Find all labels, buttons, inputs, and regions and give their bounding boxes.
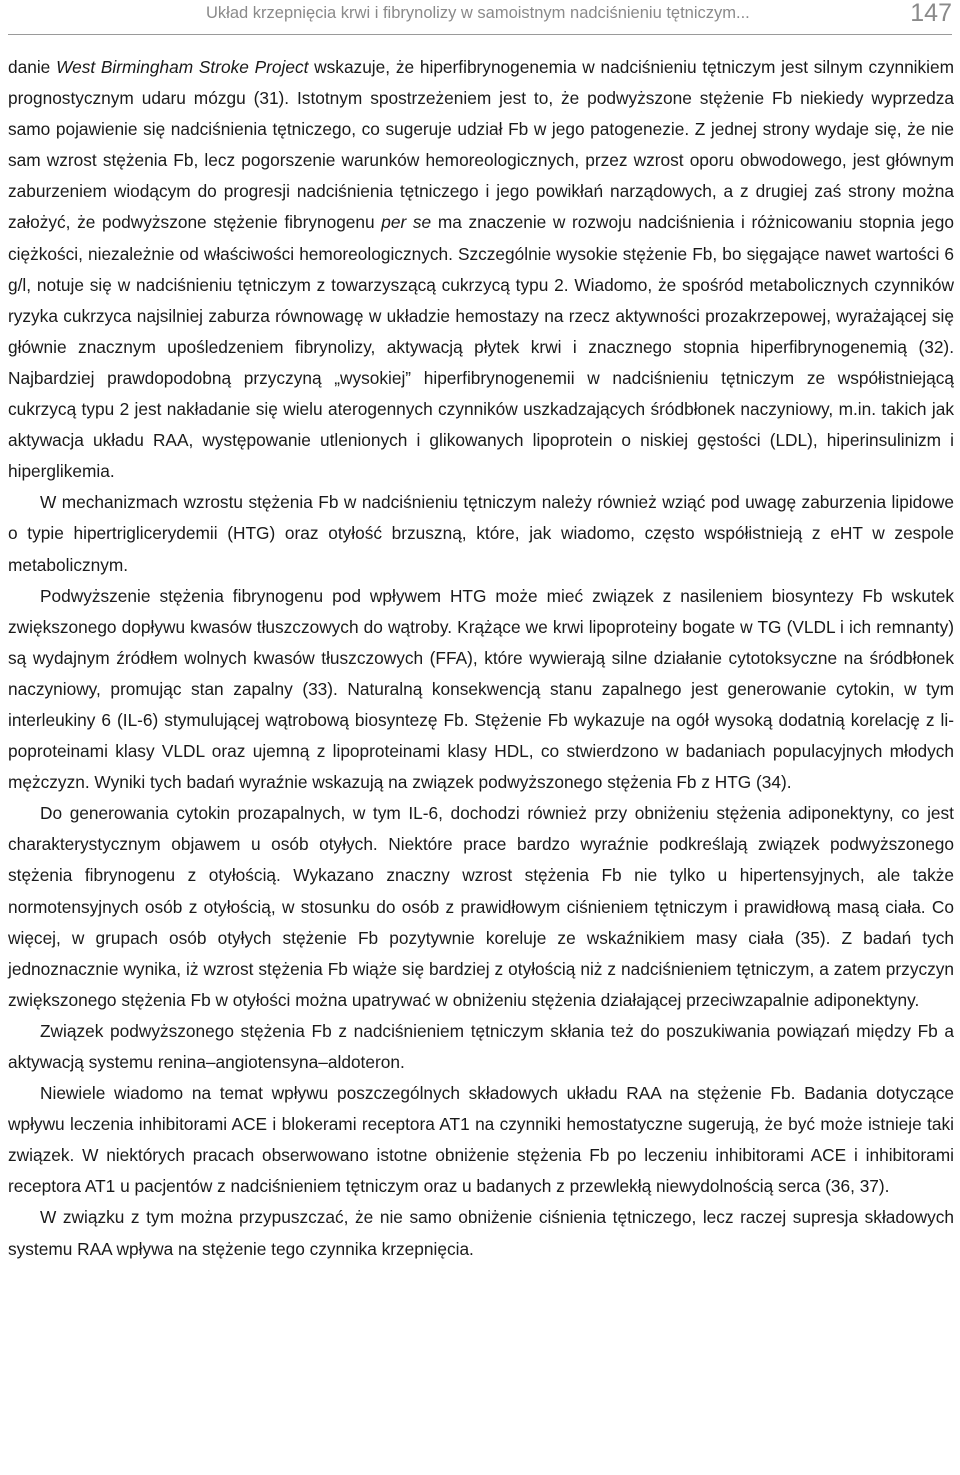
paragraph-text: wskazuje, że hiperfibrynogenemia w nadciśnieniu tętniczym jest silnym czynnikiem prognostycznym udaru mózgu (31). Istotnym spostrzeżeniem jest to, że podwyższone stężenie Fb niekiedy wyprzedza samo pojawienie się nadciśnienia tętniczego, co sugeruje udział Fb w jego patogenezie. Z jednej strony wydaje się, że nie sam wzrost stężenia Fb, lecz pogorszenie warunków hemoreologicznych, przez wzrost oporu obwodowego, jest głównym zaburzeniem wiodącym do progresji nadciśnienia tętniczego i jego powikłań narządowych, a z drugiej zaś strony można założyć, że podwyższone stężenie fibrynogenu xyxy=(8,57,955,233)
italic-text: West Birmingham Stroke Project xyxy=(56,57,309,77)
article-body xyxy=(8,52,954,1265)
body-paragraph xyxy=(8,581,954,799)
paragraph-text: Podwyższenie stężenia fibrynogenu pod wpływem HTG może mieć związek z nasileniem biosyntezy Fb wskutek zwiększonego dopływu kwasów tłuszczowych do wątroby. Krążące we krwi lipoproteiny bogate w TG (VLDL i ich remnanty) są wydajnym źródłem wolnych kwasów tłuszczowych (FFA), które wywierają silne działanie cytotoksyczne na śródbłonek naczyniowy, promując stan zapalny (33). Naturalną konsekwencją stanu zapalnego jest generowanie cytokin, w tym interleukiny 6 (IL-6) stymulującej wątrobową biosyntezę Fb. Stężenie Fb wykazuje na ogół wysoką dodatnią korelację z lipoproteinami klasy VLDL oraz ujemną z lipoproteinami klasy HDL, co stwierdzono w badaniach populacyjnych młodych mężczyzn. Wyniki tych badań wyraźnie wskazują na związek podwyższonego stężenia Fb z HTG (34). xyxy=(8,585,954,793)
paragraph-text: W związku z tym można przypuszczać, że nie samo obniżenie ciśnienia tętniczego, lecz raczej supresja składowych systemu RAA wpływa na stężenie tego czynnika krzepnięcia. xyxy=(8,1207,954,1259)
paragraph-text: danie xyxy=(8,57,57,77)
running-header xyxy=(0,0,960,40)
italic-text: per se xyxy=(381,212,432,233)
header-rule xyxy=(8,34,952,35)
page-number: 147 xyxy=(910,0,952,27)
body-paragraph xyxy=(8,1078,954,1202)
paragraph-text: Związek podwyższonego stężenia Fb z nadciśnieniem tętniczym skłania też do poszukiwania powiązań między Fb a aktywacją systemu renina–angiotensyna–aldoteron. xyxy=(8,1020,954,1072)
body-paragraph xyxy=(8,1202,954,1264)
paragraph-text: W mechanizmach wzrostu stężenia Fb w nadciśnieniu tętniczym należy również wziąć pod uwagę zaburzenia lipidowe o typie hipertriglicerydemii (HTG) oraz otyłość brzuszną, które, jak wiadomo, często współistnieją z eHT w zespole metabolicznym. xyxy=(8,492,954,575)
body-paragraph xyxy=(8,487,954,580)
paragraph-text: Niewiele wiadomo na temat wpływu poszczególnych składowych układu RAA na stężenie Fb. Badania dotyczące wpływu leczenia inhibitorami ACE i blokerami receptora AT1 na czynniki hemostatyczne sugerują, że być może istnieje taki związek. W niektórych pracach obserwowano istotne obniżenie stężenia Fb po leczeniu inhibitorami ACE i inhibitorami receptora AT1 u pacjentów z nadciśnieniem tętniczym oraz u badanych z przewlekłą niewydolnością serca (36, 37). xyxy=(8,1083,954,1197)
body-paragraph xyxy=(8,798,954,1016)
paragraph-text: Do generowania cytokin prozapalnych, w tym IL-6, dochodzi również przy obniżeniu stężenia adiponektyny, co jest charakterystycznym objawem u osób otyłych. Niektóre prace bardzo wyraźnie podkreślają związek podwyższonego stężenia fibrynogenu z otyłością. Wykazano znaczny wzrost stężenia Fb nie tylko u hipertensyjnych, ale także normotensyjnych osób z otyłością, w stosunku do osób z prawidłowym ciśnieniem tętniczym i prawidłową masą ciała. Co więcej, w grupach osób otyłych stężenie Fb pozytywnie koreluje ze wskaźnikiem masy ciała (35). Z badań tych jednoznacznie wynika, iż wzrost stężenia Fb wiąże się bardziej z otyłością niż z nadciśnieniem tętniczym, a zatem przyczyn zwiększonego stężenia Fb w otyłości można upatrywać w obniżeniu stężenia działającej przeciwzapalnie adiponektyny. xyxy=(8,803,954,1010)
running-title: Układ krzepnięcia krwi i fibrynolizy w samoistnym nadciśnieniu tętniczym... xyxy=(206,4,750,22)
body-paragraph xyxy=(8,52,954,487)
body-paragraph xyxy=(8,1016,954,1078)
paragraph-text: ma znaczenie w rozwoju nadciśnienia i różnicowaniu stopnia jego ciężkości, niezależnie od właściwości hemoreologicznych. Szczególnie wysokie stężenie Fb, bo sięgające nawet wartości 6 g/l, notuje się w nadciśnieniu tętniczym z towarzyszącą cukrzycą typu 2. Wiadomo, że spośród metabolicznych czynników ryzyka cukrzyca najsilniej zaburza równowagę w układzie hemostazy na rzecz aktywności prozakrzepowej, wyrażającej się głównie znacznym upośledzeniem fibrynolizy, aktywacją płytek krwi i znacznego stopnia hiperfibrynogenemią (32). Najbardziej prawdopodobną przyczyną „wysokiej” hiperfibrynogenemii w nadciśnieniu tętniczym ze współistniejącą cukrzycą typu 2 jest nakładanie się wielu aterogennych czynników uszkadzających śródbłonek naczyniowy, m.in. takich jak aktywacja układu RAA, występowanie utlenionych i glikowanych lipoprotein o niskiej gęstości (LDL), hiperinsulinizm i hiperglikemia. xyxy=(8,212,954,482)
